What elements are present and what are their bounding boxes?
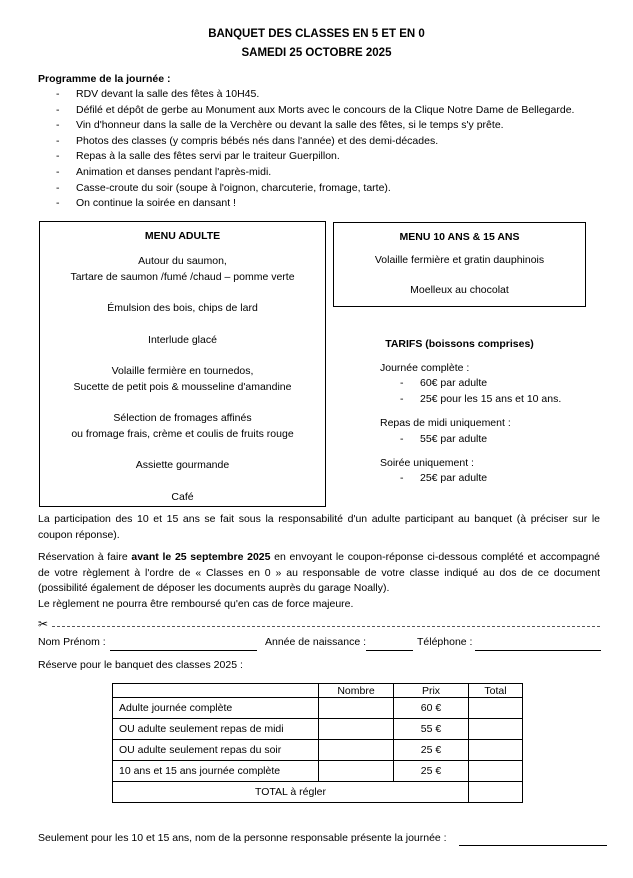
menu-enfant-plat: Volaille fermière et gratin dauphinois	[374, 254, 545, 266]
menu-entree-line1: Autour du saumon,	[138, 255, 227, 267]
grand-total-cell[interactable]	[469, 782, 523, 803]
dashed-separator	[52, 626, 600, 627]
menu-emulsion: Émulsion des bois, chips de lard	[107, 302, 258, 314]
table-header-total: Total	[469, 684, 523, 698]
tarif-midi-label: Repas de midi uniquement :	[380, 417, 511, 429]
prix-cell: 60 €	[394, 698, 469, 719]
menu-interlude: Interlude glacé	[148, 333, 217, 346]
menu-enfant-title: MENU 10 ANS & 15 ANS	[399, 231, 520, 243]
nom-field[interactable]	[110, 650, 257, 651]
remboursement-text: Le règlement ne pourra être remboursé qu'en cas de force majeure.	[38, 598, 354, 610]
responsable-label: Seulement pour les 10 et 15 ans, nom de la personne responsable présente la journée :	[38, 832, 447, 844]
scissors-icon: ✂	[38, 617, 49, 631]
total-cell[interactable]	[469, 761, 523, 782]
table-header-prix: Prix	[394, 684, 469, 698]
nombre-cell[interactable]	[319, 740, 394, 761]
annee-label: Année de naissance :	[265, 636, 366, 648]
reservation-text: Réservation à faire avant le 25 septembre 2025 en envoyant le coupon-réponse ci-dessous complété et accompagné de votre règlement à l'ordre de « Classes en 0 » au responsable de votre classe indiqué au dos de ce document (possibilité également de déposer les documents auprès du garage Noally).	[38, 551, 601, 595]
telephone-label: Téléphone :	[417, 636, 473, 648]
programme-item: - RDV devant la salle des fêtes à 10H45.	[56, 88, 260, 100]
nom-label: Nom Prénom :	[38, 636, 106, 648]
prix-cell: 25 €	[394, 740, 469, 761]
total-label: TOTAL à régler	[113, 782, 469, 803]
telephone-field[interactable]	[475, 650, 601, 651]
tarif-journee-enfant: - 25€ pour les 15 ans et 10 ans.	[400, 393, 562, 405]
tarif-soiree-label: Soirée uniquement :	[380, 457, 474, 469]
table-row	[113, 719, 523, 740]
table-header-row	[113, 684, 523, 698]
menu-entree-line2: Tartare de saumon /fumé /chaud – pomme verte	[70, 270, 295, 283]
prix-cell: 25 €	[394, 761, 469, 782]
programme-item: - Animation et danses pendant l'après-midi.	[56, 165, 272, 178]
coupon-table	[112, 683, 523, 803]
nombre-cell[interactable]	[319, 719, 394, 740]
table-header-empty	[113, 684, 319, 698]
menu-adulte-title: MENU ADULTE	[144, 230, 221, 242]
nombre-cell[interactable]	[319, 698, 394, 719]
prix-cell: 55 €	[394, 719, 469, 740]
menu-fromage-line1: Sélection de fromages affinés	[113, 412, 252, 424]
reserve-label: Réserve pour le banquet des classes 2025 :	[38, 659, 243, 671]
participation-text: La participation des 10 et 15 ans se fait sous la responsabilité d'un adulte participant au banquet (à préciser sur le coupon réponse).	[38, 513, 600, 541]
table-header-nombre: Nombre	[319, 684, 394, 698]
annee-field[interactable]	[366, 650, 413, 651]
table-total-row	[113, 782, 523, 803]
menu-plat-line2: Sucette de petit pois & mousseline d'amandine	[73, 380, 292, 393]
menu-enfant-dessert: Moelleux au chocolat	[410, 284, 509, 296]
page-subtitle-date: SAMEDI 25 OCTOBRE 2025	[241, 47, 392, 59]
programme-item: - Photos des classes (y compris bébés nés dans l'année) et des demi-décades.	[56, 134, 439, 147]
menu-fromage-line2: ou fromage frais, crème et coulis de fruits rouge	[71, 427, 294, 440]
row-label: Adulte journée complète	[113, 698, 319, 719]
menu-enfant-box	[333, 222, 586, 307]
programme-item: - Casse-croute du soir (soupe à l'oignon, charcuterie, fromage, tarte).	[56, 181, 391, 194]
total-cell[interactable]	[469, 719, 523, 740]
tarif-journee-adulte: - 60€ par adulte	[400, 377, 488, 389]
programme-item: - Défilé et dépôt de gerbe au Monument aux Morts avec le concours de la Clique Notre Dame de Bellegarde.	[56, 103, 575, 116]
page-title: BANQUET DES CLASSES EN 5 ET EN 0	[208, 28, 425, 40]
table-row	[113, 698, 523, 719]
cut-line	[38, 617, 600, 631]
programme-item: - Repas à la salle des fêtes servi par le traiteur Guerpillon.	[56, 150, 340, 163]
responsable-field[interactable]	[459, 845, 607, 846]
tarif-soiree-adulte: - 25€ par adulte	[400, 472, 488, 484]
nombre-cell[interactable]	[319, 761, 394, 782]
total-cell[interactable]	[469, 740, 523, 761]
programme-title: Programme de la journée :	[38, 73, 171, 85]
menu-cafe: Café	[171, 490, 194, 503]
row-label: 10 ans et 15 ans journée complète	[113, 761, 319, 782]
menu-plat-line1: Volaille fermière en tournedos,	[111, 365, 254, 377]
tarif-journee-label: Journée complète :	[380, 362, 470, 374]
table-row	[113, 740, 523, 761]
tarif-midi-adulte: - 55€ par adulte	[400, 433, 488, 445]
menu-dessert: Assiette gourmande	[135, 459, 230, 471]
programme-item: - On continue la soirée en dansant !	[56, 197, 236, 210]
row-label: OU adulte seulement repas de midi	[113, 719, 319, 740]
menu-adulte-box	[39, 221, 326, 507]
programme-list	[56, 87, 574, 212]
row-label: OU adulte seulement repas du soir	[113, 740, 319, 761]
programme-item: - Vin d'honneur dans la salle de la Verchère ou devant la salle des fêtes, si le temps s'y prête.	[56, 119, 504, 132]
total-cell[interactable]	[469, 698, 523, 719]
tarifs-title: TARIFS (boissons comprises)	[385, 338, 534, 350]
table-row	[113, 761, 523, 782]
